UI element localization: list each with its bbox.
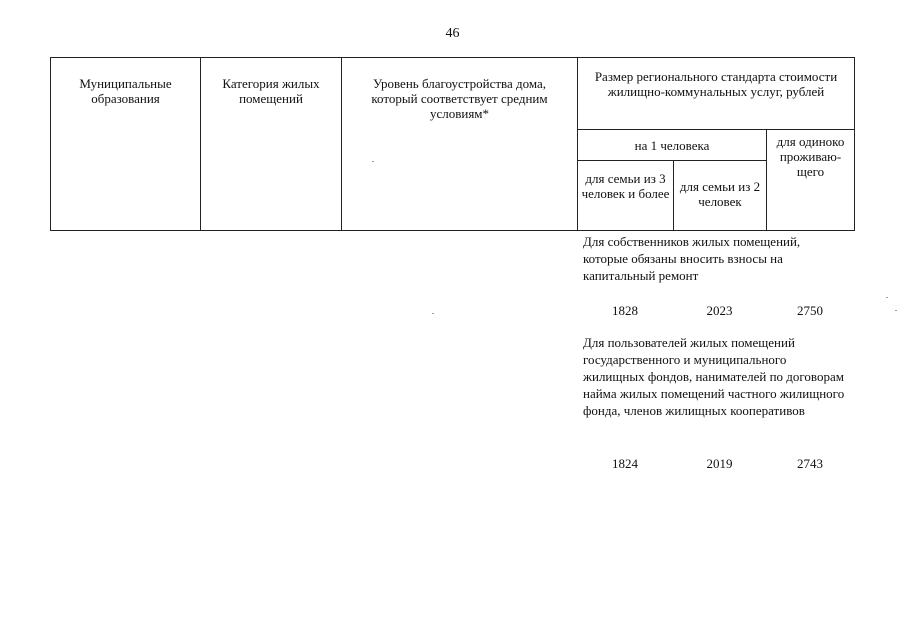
col-header-category-label: Категория жилых помещений	[222, 76, 320, 106]
subheader-family-3	[578, 161, 674, 231]
col-header-category	[201, 58, 342, 231]
value-single-owners: 2750	[797, 303, 823, 318]
subheader-per-person	[578, 130, 767, 161]
value-family-3-users: 1824	[612, 456, 638, 471]
value-family-2-users: 2019	[706, 456, 733, 471]
scan-speck	[895, 310, 897, 311]
subheader-single	[767, 130, 855, 231]
value-family-2-owners: 2023	[706, 303, 733, 318]
subheader-family-3-label: для семьи из 3 человек и более	[581, 171, 670, 201]
values-row-owners	[577, 303, 854, 319]
group-label-users: Для пользователей жилых помещений государственного и муниципального жилищных фондов, нанимателей по договорам найма жилых помещений частного жилищного фонда, членов жилищных кооперативов	[583, 335, 845, 418]
scan-speck	[432, 313, 434, 314]
col-header-level-label: Уровень благоустройства дома, который соответствует средним условиям*	[371, 76, 548, 121]
page-number: 46	[445, 26, 460, 41]
scan-speck	[886, 297, 888, 298]
col-header-municipal	[51, 58, 201, 231]
subheader-per-person-label: на 1 человека	[634, 137, 710, 153]
subheader-family-2-label: для семьи из 2 человек	[679, 179, 761, 209]
value-single-users: 2743	[797, 456, 823, 471]
standard-table-header	[50, 57, 855, 231]
group-label-owners: Для собственников жилых помещений, которые обязаны вносить взносы на капитальный ремонт	[583, 234, 801, 283]
col-header-standard	[578, 58, 855, 130]
col-header-municipal-label: Муниципальные образования	[79, 76, 172, 106]
col-header-level	[342, 58, 578, 231]
col-header-standard-label: Размер регионального стандарта стоимости жилищно-коммунальных услуг, рублей	[594, 69, 838, 99]
scan-speck	[372, 161, 374, 162]
values-row-users	[577, 456, 854, 472]
value-family-3-owners: 1828	[612, 303, 638, 318]
subheader-family-2	[674, 161, 767, 231]
subheader-single-label: для одиноко проживаю-щего	[776, 134, 845, 179]
